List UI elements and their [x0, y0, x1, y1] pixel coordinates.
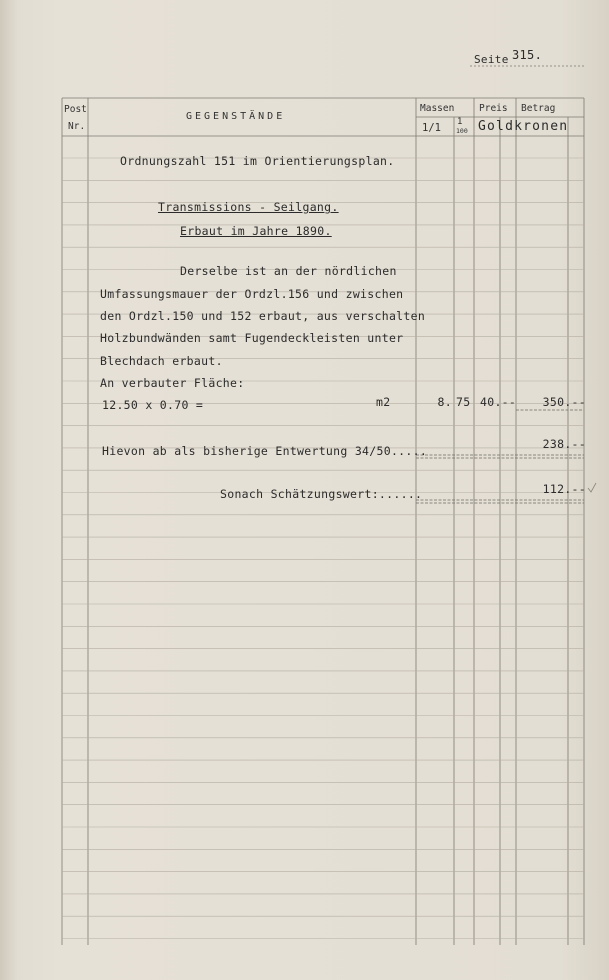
line-desc-1: Derselbe ist an der nördlichen — [180, 264, 397, 278]
result-amount: 112.-- — [542, 482, 586, 496]
header-massen: Massen — [420, 103, 455, 114]
result-text: Sonach Schätzungswert:...... — [220, 487, 423, 501]
page-number: 315. — [512, 48, 543, 62]
deduction-amount: 238.-- — [542, 437, 586, 451]
calc-amount: 350.-- — [542, 395, 586, 409]
calc-price: 40.-- — [480, 395, 517, 409]
line-desc-4: Holzbundwänden samt Fugendeckleisten unter — [100, 331, 404, 345]
line-desc-2: Umfassungsmauer der Ordzl.156 und zwischen — [100, 287, 404, 301]
line-object-title: Transmissions - Seilgang. — [158, 200, 339, 214]
line-desc-3: den Ordzl.150 und 152 erbaut, aus verschalten — [100, 309, 426, 323]
header-currency: Goldkronen — [478, 119, 569, 134]
header-items-title: GEGENSTÄNDE — [186, 111, 286, 122]
page-label: Seite — [474, 53, 509, 66]
header-preis: Preis — [479, 103, 508, 114]
calc-unit: m2 — [376, 395, 391, 409]
header-massen-frac-den: 100 — [456, 127, 468, 135]
calc-mass-dec: 75 — [456, 395, 471, 409]
header-betrag: Betrag — [521, 103, 556, 114]
line-ordnungszahl: Ordnungszahl 151 im Orientierungsplan. — [120, 154, 395, 168]
deduction-text: Hievon ab als bisherige Entwertung 34/50..... — [102, 444, 428, 458]
header-massen-whole: 1/1 — [422, 122, 441, 134]
calc-mass-int: 8. — [437, 395, 452, 409]
line-area-label: An verbauter Fläche: — [100, 376, 245, 390]
calc-formula: 12.50 x 0.70 = — [102, 398, 204, 412]
header-post: Post — [64, 104, 87, 115]
header-massen-frac-num: 1 — [457, 117, 463, 127]
header-nr: Nr. — [68, 121, 86, 132]
line-built-year: Erbaut im Jahre 1890. — [180, 224, 332, 238]
line-desc-5: Blechdach erbaut. — [100, 354, 223, 368]
